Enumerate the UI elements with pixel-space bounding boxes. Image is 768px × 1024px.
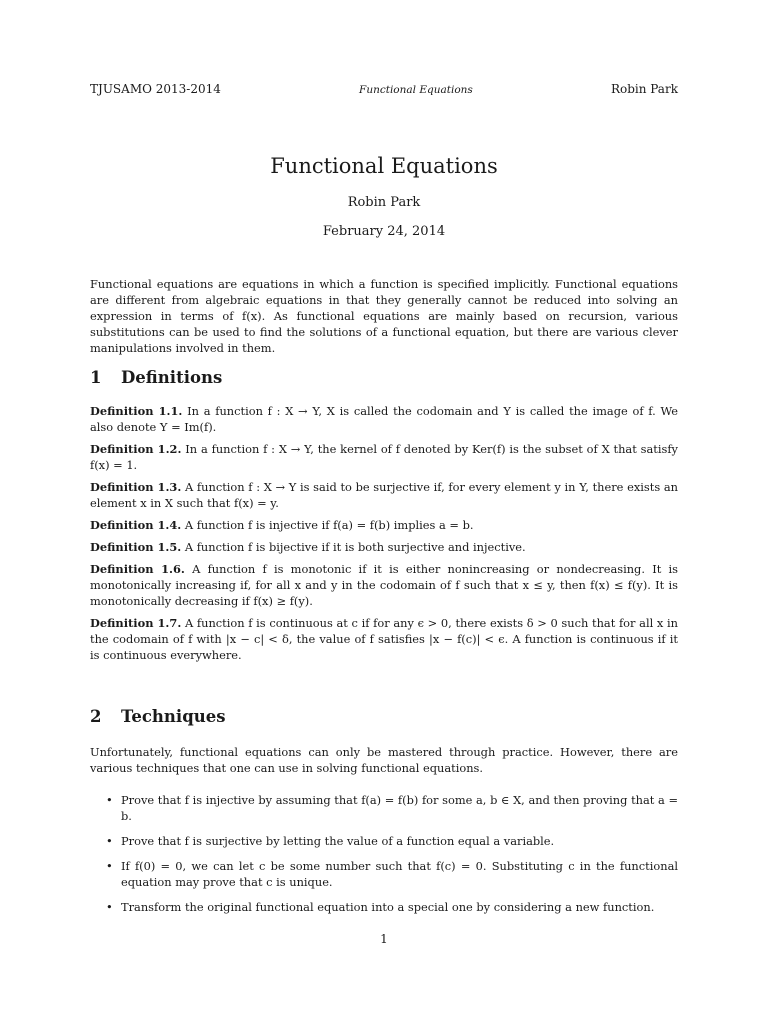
definition-text: A function f is injective if f(a) = f(b) implies a = b. [184,518,474,532]
header-center: Functional Equations [359,84,473,96]
section-heading-techniques [90,707,226,726]
definition-text: A function f : X → Y is said to be surjective if, for every element y in Y, there exists an element x in X such that f(x) = y. [90,480,678,510]
section-title: Techniques [121,707,226,726]
list-item: • Prove that f is injective by assuming that f(a) = f(b) for some a, b ∈ X, and then proving that a = b. [90,792,678,824]
techniques-intro-paragraph: Unfortunately, functional equations can only be mastered through practice. However, there are various techniques that one can use in solving functional equations. [90,745,678,775]
section-number: 1 [90,368,102,387]
definition-text: A function f is bijective if it is both surjective and injective. [184,540,526,554]
page-number: 1 [380,932,388,946]
definitions-list [90,403,678,669]
definition-item [90,561,678,609]
section-number: 2 [90,707,102,726]
paper-date: February 24, 2014 [322,224,446,239]
running-header [90,82,678,96]
definition-item [90,479,678,511]
section-heading-definitions [90,368,222,387]
definition-item [90,517,678,533]
definition-label: Definition 1.7. [90,616,182,630]
definition-item [90,441,678,473]
definition-text: In a function f : X → Y, X is called the codomain and Y is called the image of f. We also denote Y = Im(f). [90,404,679,434]
definition-label: Definition 1.3. [90,480,182,494]
paper-author: Robin Park [347,195,421,210]
header-left: TJUSAMO 2013-2014 [90,82,221,96]
definition-label: Definition 1.6. [90,562,185,576]
definition-label: Definition 1.5. [90,540,182,554]
techniques-bullet-list [90,792,678,924]
list-item: • Transform the original functional equation into a special one by considering a new function. [90,899,678,915]
definition-item [90,615,678,663]
definition-text: A function f is monotonic if it is either nonincreasing or nondecreasing. It is monotonically increasing if, for all x and y in the codomain of f such that x ≤ y, then f(x) ≤ f(y). It is monotonically decreasing if f(x) ≥ f(y). [90,562,679,608]
paper-title: Functional Equations [270,154,498,178]
definition-item [90,539,678,555]
definition-item [90,403,678,435]
definition-label: Definition 1.4. [90,518,182,532]
definition-text: A function f is continuous at c if for any ϵ > 0, there exists δ > 0 such that for all x in the codomain of f with |x − c| < δ, the value of f satisfies |x − f(c)| < ϵ. A function is continuous if it is continuous everywhere. [90,616,678,662]
definition-label: Definition 1.2. [90,442,182,456]
list-item: • Prove that f is surjective by letting the value of a function equal a variable. [90,833,678,849]
abstract-paragraph: Functional equations are equations in which a function is specified implicitly. Functional equations are different from algebraic equations in that they generally cannot be reduced into solving an expression in terms of f(x). As functional equations are mainly based on recursion, various substitutions can be used to find the solutions of a functional equation, but there are various clever manipulations involved in them. [90,277,678,355]
definition-label: Definition 1.1. [90,404,183,418]
definition-text: In a function f : X → Y, the kernel of f denoted by Ker(f) is the subset of X that satisfy f(x) = 1. [90,442,678,472]
section-title: Definitions [121,368,223,387]
list-item: • If f(0) = 0, we can let c be some number such that f(c) = 0. Substituting c in the functional equation may prove that c is unique. [90,858,678,890]
header-right: Robin Park [610,82,678,96]
